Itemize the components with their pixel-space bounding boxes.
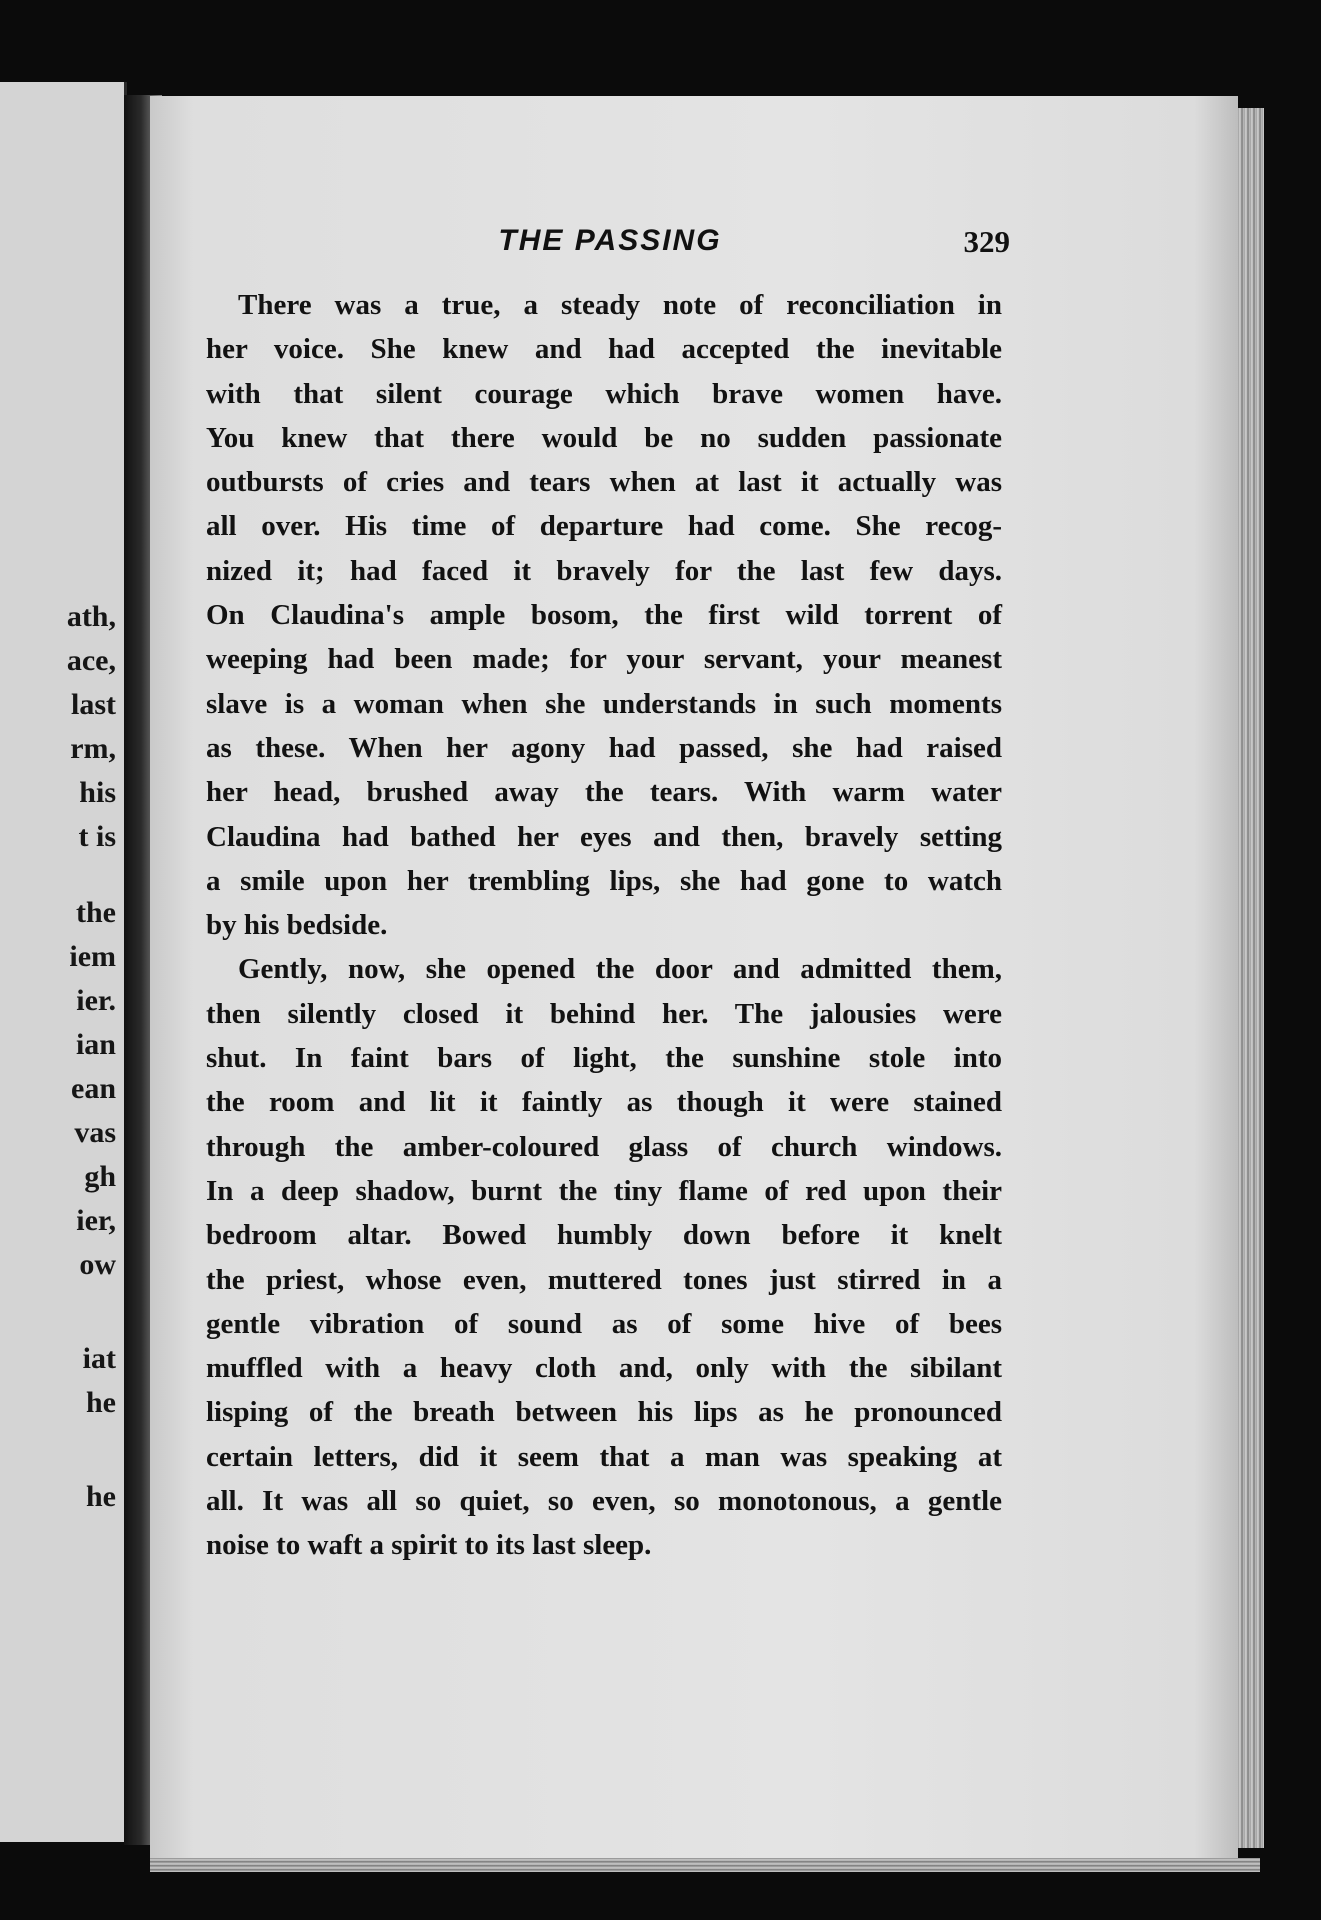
text-line: the priest, whose even, muttered tones just stirred in a xyxy=(206,1263,1002,1296)
text-line: In a deep shadow, burnt the tiny flame of red upon their xyxy=(206,1174,1002,1207)
page-bottom-edge xyxy=(150,1858,1260,1872)
facing-page-fragment: his xyxy=(79,776,116,809)
facing-page-fragment: ow xyxy=(79,1248,116,1281)
facing-page-left xyxy=(0,82,127,1842)
page-edge xyxy=(1238,108,1264,1848)
text-line: then silently closed it behind her. The jalousies were xyxy=(206,997,1002,1030)
facing-page-fragment: he xyxy=(86,1386,116,1419)
paragraph xyxy=(206,283,1002,947)
facing-page-fragment: rm, xyxy=(70,732,116,765)
text-line: On Claudina's ample bosom, the first wild torrent of xyxy=(206,599,1002,632)
text-line: her voice. She knew and had accepted the inevitable xyxy=(206,333,1002,366)
facing-page-fragment: he xyxy=(86,1480,116,1513)
facing-page-fragment: iem xyxy=(69,940,116,973)
facing-page-fragment: ath, xyxy=(66,600,116,633)
text-line: weeping had been made; for your servant, your meanest xyxy=(206,643,1002,676)
text-line: a smile upon her trembling lips, she had gone to watch xyxy=(206,864,1002,897)
facing-page-fragment: ean xyxy=(71,1072,116,1105)
text-line: Claudina had bathed her eyes and then, bravely setting xyxy=(206,820,1002,853)
text-line: lisping of the breath between his lips as he pronounced xyxy=(206,1396,1002,1429)
text-line: certain letters, did it seem that a man was speaking at xyxy=(206,1440,1002,1473)
facing-page-fragment: gh xyxy=(84,1160,116,1193)
text-line: all. It was all so quiet, so even, so monotonous, a gentle xyxy=(206,1485,1002,1518)
text-line: muffled with a heavy cloth and, only with the sibilant xyxy=(206,1352,1002,1385)
paragraph xyxy=(206,947,1002,1567)
running-title: THE PASSING xyxy=(498,224,722,257)
text-line: nized it; had faced it bravely for the last few days. xyxy=(206,554,1002,587)
text-line: through the amber-coloured glass of church windows. xyxy=(206,1130,1002,1163)
text-line: all over. His time of departure had come. She recog- xyxy=(206,510,1002,543)
text-line: with that silent courage which brave women have. xyxy=(206,377,1002,410)
text-line: slave is a woman when she understands in such moments xyxy=(206,687,1002,720)
facing-page-fragment: iat xyxy=(82,1342,116,1375)
facing-page-fragment: vas xyxy=(74,1116,116,1149)
facing-page-fragment: ier, xyxy=(76,1204,116,1237)
text-line: outbursts of cries and tears when at last it actually was xyxy=(206,466,1002,499)
facing-page-fragment: the xyxy=(76,896,116,929)
text-line: There was a true, a steady note of reconciliation in xyxy=(238,289,1002,321)
facing-page-fragment: ier. xyxy=(76,984,116,1017)
text-line: the room and lit it faintly as though it were stained xyxy=(206,1086,1002,1119)
text-line: by his bedside. xyxy=(206,909,388,942)
text-line: Gently, now, she opened the door and admitted them, xyxy=(238,953,1002,986)
text-line: bedroom altar. Bowed humbly down before it knelt xyxy=(206,1219,1002,1252)
facing-page-fragment: t is xyxy=(78,820,116,853)
facing-page-fragment: ace, xyxy=(66,644,116,677)
text-line: gentle vibration of sound as of some hive of bees xyxy=(206,1307,1002,1340)
text-line: noise to waft a spirit to its last sleep. xyxy=(206,1529,652,1562)
page-number: 329 xyxy=(963,224,1010,259)
body-text xyxy=(206,283,1002,1568)
running-head xyxy=(206,224,1014,264)
text-line: her head, brushed away the tears. With warm water xyxy=(206,776,1002,809)
facing-page-fragment: last xyxy=(71,688,116,721)
text-line: shut. In faint bars of light, the sunshine stole into xyxy=(206,1042,1002,1075)
facing-page-fragment: ian xyxy=(75,1028,116,1061)
text-line: You knew that there would be no sudden passionate xyxy=(206,421,1002,454)
text-line: as these. When her agony had passed, she had raised xyxy=(206,731,1002,764)
